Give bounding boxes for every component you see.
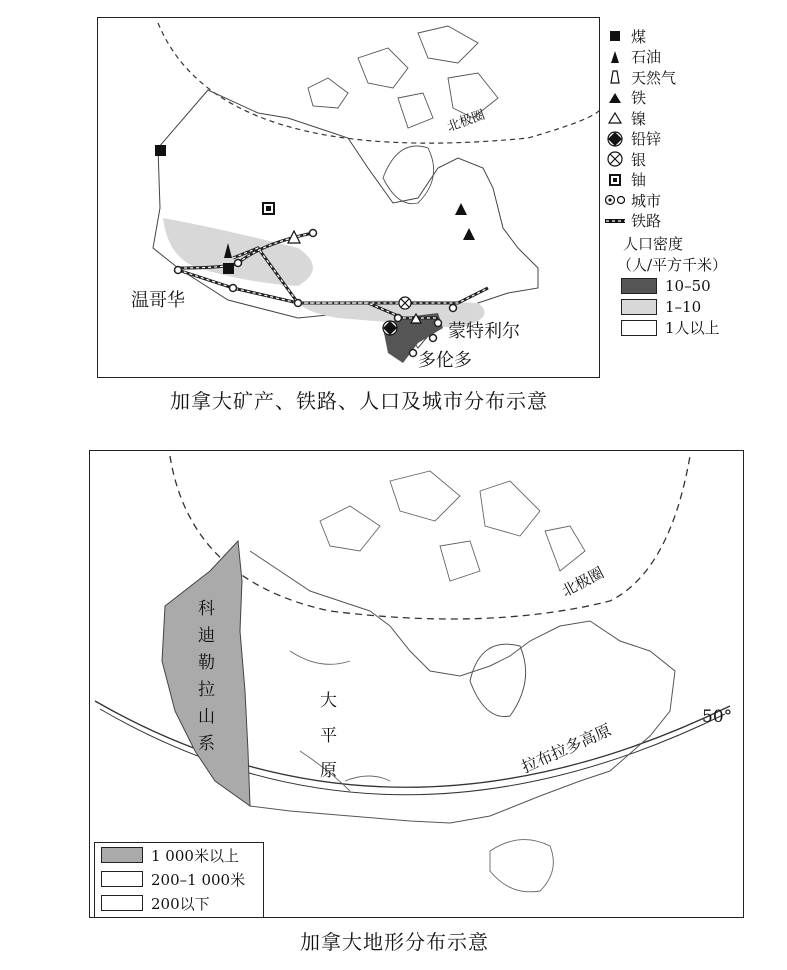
hudson-bay-2 xyxy=(470,644,526,716)
pop-class-1-plus: 1人以上 xyxy=(621,317,785,338)
swatch-light xyxy=(621,299,657,315)
terrain-legend xyxy=(94,842,264,918)
arctic-circle-label: 北极圈 xyxy=(445,107,488,136)
swatch-white-2 xyxy=(101,895,143,911)
great-lakes xyxy=(490,840,553,892)
legend-item-coal: 煤 xyxy=(605,26,785,47)
legend-item-silver: 银 xyxy=(605,149,785,170)
swatch-white xyxy=(621,320,657,336)
lead-zinc-icon xyxy=(605,131,625,147)
legend-item-iron: 铁 xyxy=(605,88,785,109)
oil-icon xyxy=(605,50,625,64)
swatch-dark xyxy=(621,278,657,294)
natural-gas-icon xyxy=(605,70,625,84)
city-icon xyxy=(605,194,625,206)
terrain-class-200-1000: 200–1 000米 xyxy=(95,867,263,891)
arctic-circle-label-2: 北极圈 xyxy=(558,563,607,601)
nickel-icon xyxy=(605,112,625,124)
legend-item-nickel: 镍 xyxy=(605,108,785,129)
legend-item-city: 城市 xyxy=(605,190,785,211)
arctic-islands-2 xyxy=(320,471,585,581)
city-label-toronto: 多伦多 xyxy=(418,350,472,371)
coal-deposit-north xyxy=(155,145,166,156)
legend-item-oil: 石油 xyxy=(605,47,785,68)
pop-class-1-10: 1–10 xyxy=(621,296,785,317)
terrain-class-above-1000: 1 000米以上 xyxy=(95,843,263,867)
railway-icon xyxy=(605,217,625,225)
coal-deposit-west xyxy=(223,263,234,274)
iron-deposit-2 xyxy=(463,228,475,240)
map1-caption: 加拿大矿产、铁路、人口及城市分布示意 xyxy=(170,389,548,413)
iron-icon xyxy=(605,92,625,104)
legend-item-lead-zinc: 铅锌 xyxy=(605,129,785,150)
map1-canvas xyxy=(98,18,601,379)
map2-caption: 加拿大地形分布示意 xyxy=(300,930,489,954)
city-label-vancouver: 温哥华 xyxy=(131,290,185,311)
population-density-unit: （人/平方千米） xyxy=(617,256,728,274)
legend-item-natural-gas: 天然气 xyxy=(605,67,785,88)
uranium-icon xyxy=(605,174,625,186)
swatch-grey xyxy=(101,847,143,863)
latitude-50-label: 50° xyxy=(702,707,733,727)
mineral-railway-population-map xyxy=(97,17,600,378)
great-plains-label: 大平原 xyxy=(316,691,336,796)
hudson-bay xyxy=(383,146,434,204)
swatch-white-1 xyxy=(101,871,143,887)
population-density-title: 人口密度 xyxy=(623,235,684,253)
rivers xyxy=(290,651,390,791)
arctic-circle-line-2 xyxy=(170,456,690,619)
city-label-montreal: 蒙特利尔 xyxy=(448,321,520,342)
legend-item-railway: 铁路 xyxy=(605,211,785,232)
pop-class-10-50: 10–50 xyxy=(621,275,785,296)
cordillera-label: 科迪勒拉山系 xyxy=(194,599,214,761)
labrador-plateau-label: 拉布拉多高原 xyxy=(518,720,615,777)
legend-item-uranium: 铀 xyxy=(605,170,785,191)
silver-icon xyxy=(605,151,625,167)
coal-icon xyxy=(605,30,625,42)
terrain-class-below-200: 200以下 xyxy=(95,891,263,915)
iron-deposit-1 xyxy=(455,203,467,215)
map1-legend xyxy=(605,26,785,338)
pop-density-1-10-west xyxy=(163,218,313,286)
arctic-circle-line xyxy=(158,23,601,143)
